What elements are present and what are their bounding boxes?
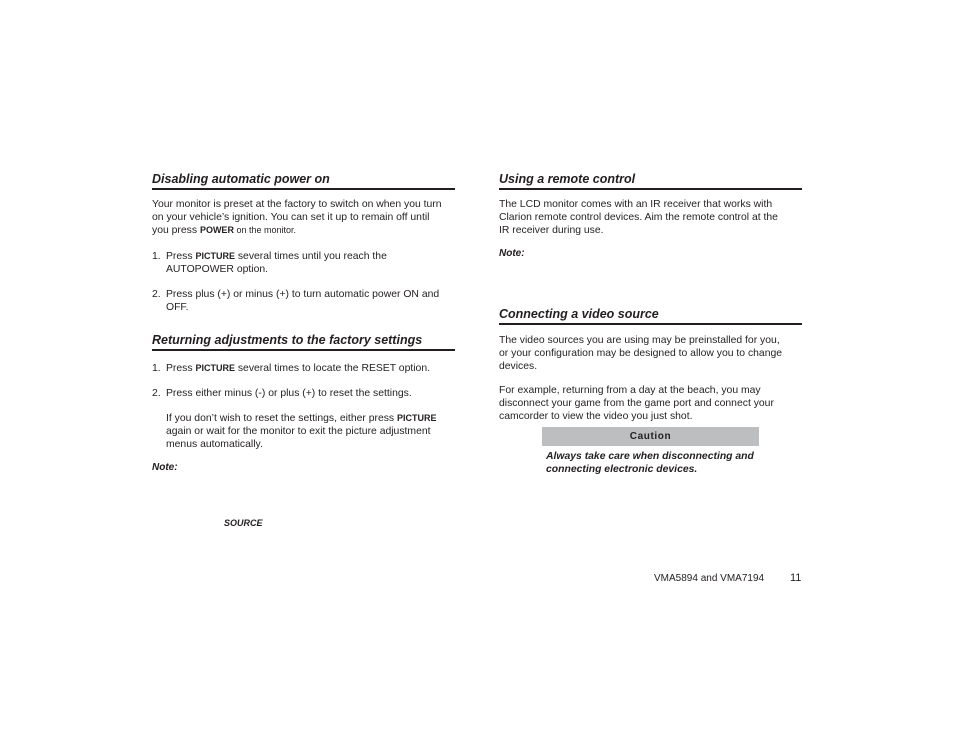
power-key: POWER — [199, 225, 234, 235]
video2-line-1: For example, returning from a day at the beach, you may — [499, 385, 761, 396]
video1-line-1: The video sources you are using may be preinstalled for you, — [499, 335, 780, 346]
caution-line-1: Always take care when disconnecting and — [546, 451, 754, 462]
footer-model: VMA5894 and VMA7194 — [654, 573, 765, 584]
picture-key: PICTURE — [397, 413, 437, 423]
remote-line-3: IR receiver during use. — [499, 225, 604, 236]
step-post: several times to locate the RESET option. — [234, 363, 430, 374]
video-paragraph-1 — [499, 334, 809, 373]
heading-video-source: Connecting a video source — [499, 307, 802, 325]
intro-line-3-post: on the monitor. — [233, 225, 296, 235]
step-number: 2. — [152, 388, 161, 399]
caution-line-2: connecting electronic devices. — [546, 464, 698, 475]
step-body — [166, 362, 430, 375]
step-body: Press either minus (-) or plus (+) to reset the settings. — [166, 388, 412, 399]
intro-line-3 — [152, 224, 462, 237]
video1-line-3: devices. — [499, 361, 538, 372]
step-pre: Press — [166, 251, 196, 262]
step-body — [166, 250, 387, 276]
source-label: SOURCE — [224, 518, 263, 528]
note-label-right: Note: — [499, 248, 525, 259]
intro-line-2: on your vehicle’s ignition. You can set it up to remain off until — [152, 212, 430, 223]
step-body — [166, 288, 439, 314]
reset-extra-line-1 — [166, 412, 466, 425]
video-paragraph-2 — [499, 384, 809, 423]
caution-banner: Caution — [542, 427, 759, 446]
heading-remote-control: Using a remote control — [499, 172, 802, 190]
remote-paragraph — [499, 198, 809, 237]
remote-line-1: The LCD monitor comes with an IR receiver that works with — [499, 199, 773, 210]
step-number: 1. — [152, 363, 161, 374]
reset-extra-paragraph — [166, 412, 466, 451]
step-line-2: OFF. — [166, 302, 189, 313]
power-step-1 — [152, 250, 462, 276]
picture-key: PICTURE — [195, 363, 235, 373]
video2-line-3: camcorder to view the video you just shot. — [499, 411, 693, 422]
reset-step-1 — [152, 362, 462, 375]
power-step-2 — [152, 288, 462, 314]
step-number: 1. — [152, 251, 161, 262]
intro-line-1: Your monitor is preset at the factory to switch on when you turn — [152, 199, 442, 210]
video2-line-2: disconnect your game from the game port and connect your — [499, 398, 774, 409]
reset-step-2 — [152, 387, 462, 400]
intro-line-3-pre: you press — [152, 225, 200, 236]
note-label-left: Note: — [152, 462, 178, 473]
heading-disabling-power: Disabling automatic power on — [152, 172, 455, 190]
step-line-2: AUTOPOWER option. — [166, 264, 269, 275]
reset-extra-line-2: again or wait for the monitor to exit the picture adjustment — [166, 426, 431, 437]
step-post: several times until you reach the — [234, 251, 387, 262]
remote-line-2: Clarion remote control devices. Aim the remote control at the — [499, 212, 778, 223]
page-number: 11 — [790, 572, 802, 584]
step-line-1: Press plus (+) or minus (+) to turn automatic power ON and — [166, 289, 440, 300]
step-pre: Press — [166, 363, 196, 374]
heading-factory-settings: Returning adjustments to the factory settings — [152, 333, 455, 351]
step-line-1 — [166, 250, 387, 263]
reset-extra-pre: If you don’t wish to reset the settings, either press — [166, 413, 398, 424]
reset-extra-line-3: menus automatically. — [166, 439, 263, 450]
intro-paragraph — [152, 198, 462, 237]
caution-text — [546, 450, 776, 476]
video1-line-2: or your configuration may be designed to allow you to change — [499, 348, 783, 359]
step-number: 2. — [152, 289, 161, 300]
picture-key: PICTURE — [195, 251, 235, 261]
